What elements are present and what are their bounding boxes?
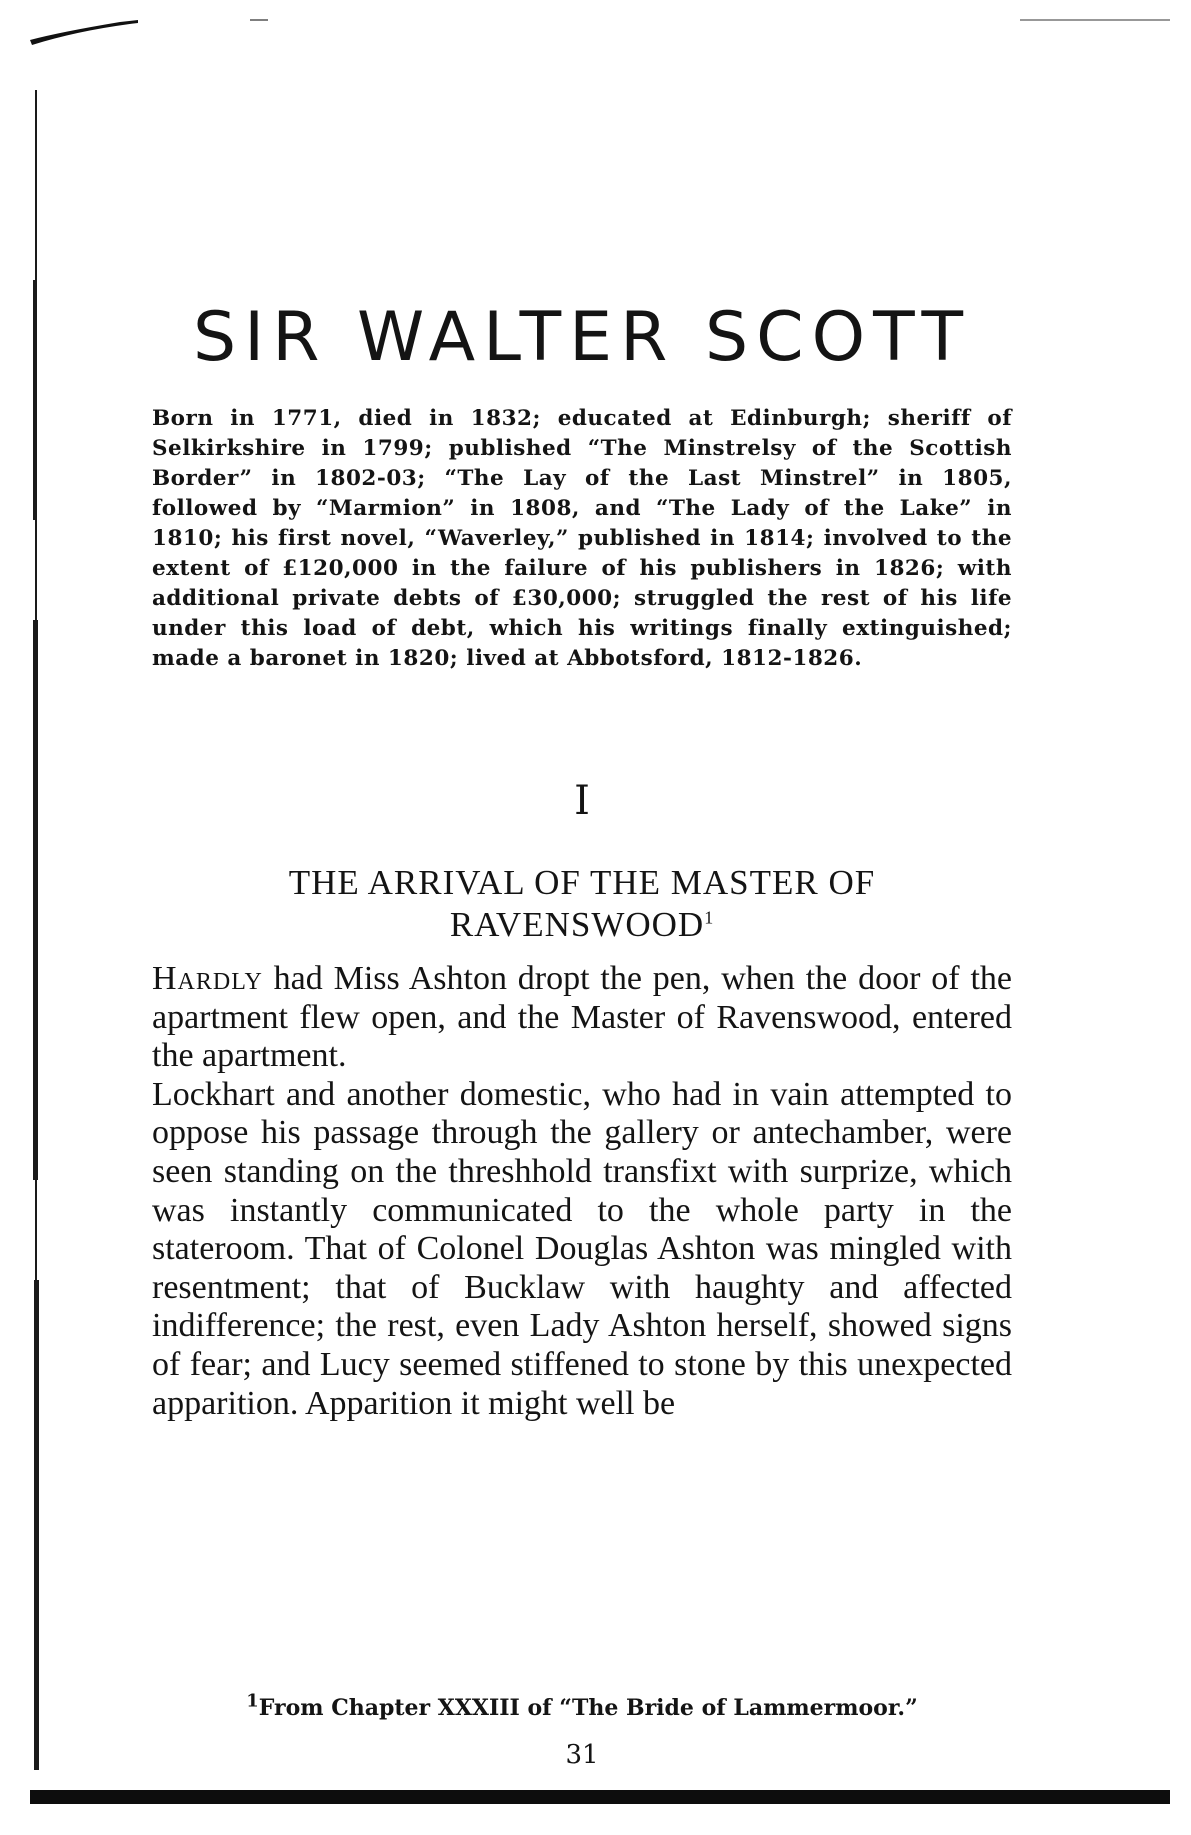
chapter-title	[152, 862, 1012, 946]
chapter-title-line-2: RAVENSWOOD	[449, 905, 705, 944]
footnote-marker: 1	[246, 1690, 259, 1712]
left-border-rule	[30, 90, 44, 1770]
footnote-text: From Chapter XXXIII of “The Bride of Lammermoor.”	[258, 1695, 918, 1721]
paragraph-lead-word: Hardly	[152, 960, 263, 997]
paragraph-2: Lockhart and another domestic, who had in vain attempted to oppose his passage through the gallery or antechamber, were seen standing on the threshhold transfixt with surprize, which was instantly communicated to the whole party in the stateroom. That of Colonel Douglas Ashton was mingled with resentment; that of Bucklaw with haughty and affected indifference; the rest, even Lady Ashton herself, showed signs of fear; and Lucy seemed stiffened to stone by this unexpected apparition. Apparition it might well be	[152, 1075, 1012, 1422]
top-border-rule	[0, 0, 1191, 60]
paragraph-1-text: had Miss Ashton dropt the pen, when the door of the apartment flew open, and the Master of Ravenswood, entered the apartment.	[152, 960, 1012, 1075]
paragraph-1	[152, 960, 1012, 1076]
chapter-body	[152, 960, 1012, 1423]
footnote-reference: 1	[704, 907, 715, 928]
bottom-border-rule	[30, 1790, 1170, 1804]
chapter-title-line-1: THE ARRIVAL OF THE MASTER OF	[288, 863, 876, 902]
author-heading: SIR WALTER SCOTT	[192, 298, 972, 377]
author-biography: Born in 1771, died in 1832; educated at Edinburgh; sheriff of Selkirkshire in 1799; published “The Minstrelsy of the Scottish Border” in 1802-03; “The Lay of the Last Minstrel” in 1805, followed by “Marmion” in 1808, and “The Lady of the Lake” in 1810; his first novel, “Waverley,” published in 1814; involved to the extent of £120,000 in the failure of his publishers in 1826; with additional private debts of £30,000; struggled the rest of his life under this load of debt, which his writings finally extinguished; made a baronet in 1820; lived at Abbotsford, 1812-1826.	[152, 406, 1012, 671]
section-number: I	[574, 778, 590, 824]
footnote	[152, 1692, 1012, 1724]
page-number: 31	[565, 1740, 599, 1770]
